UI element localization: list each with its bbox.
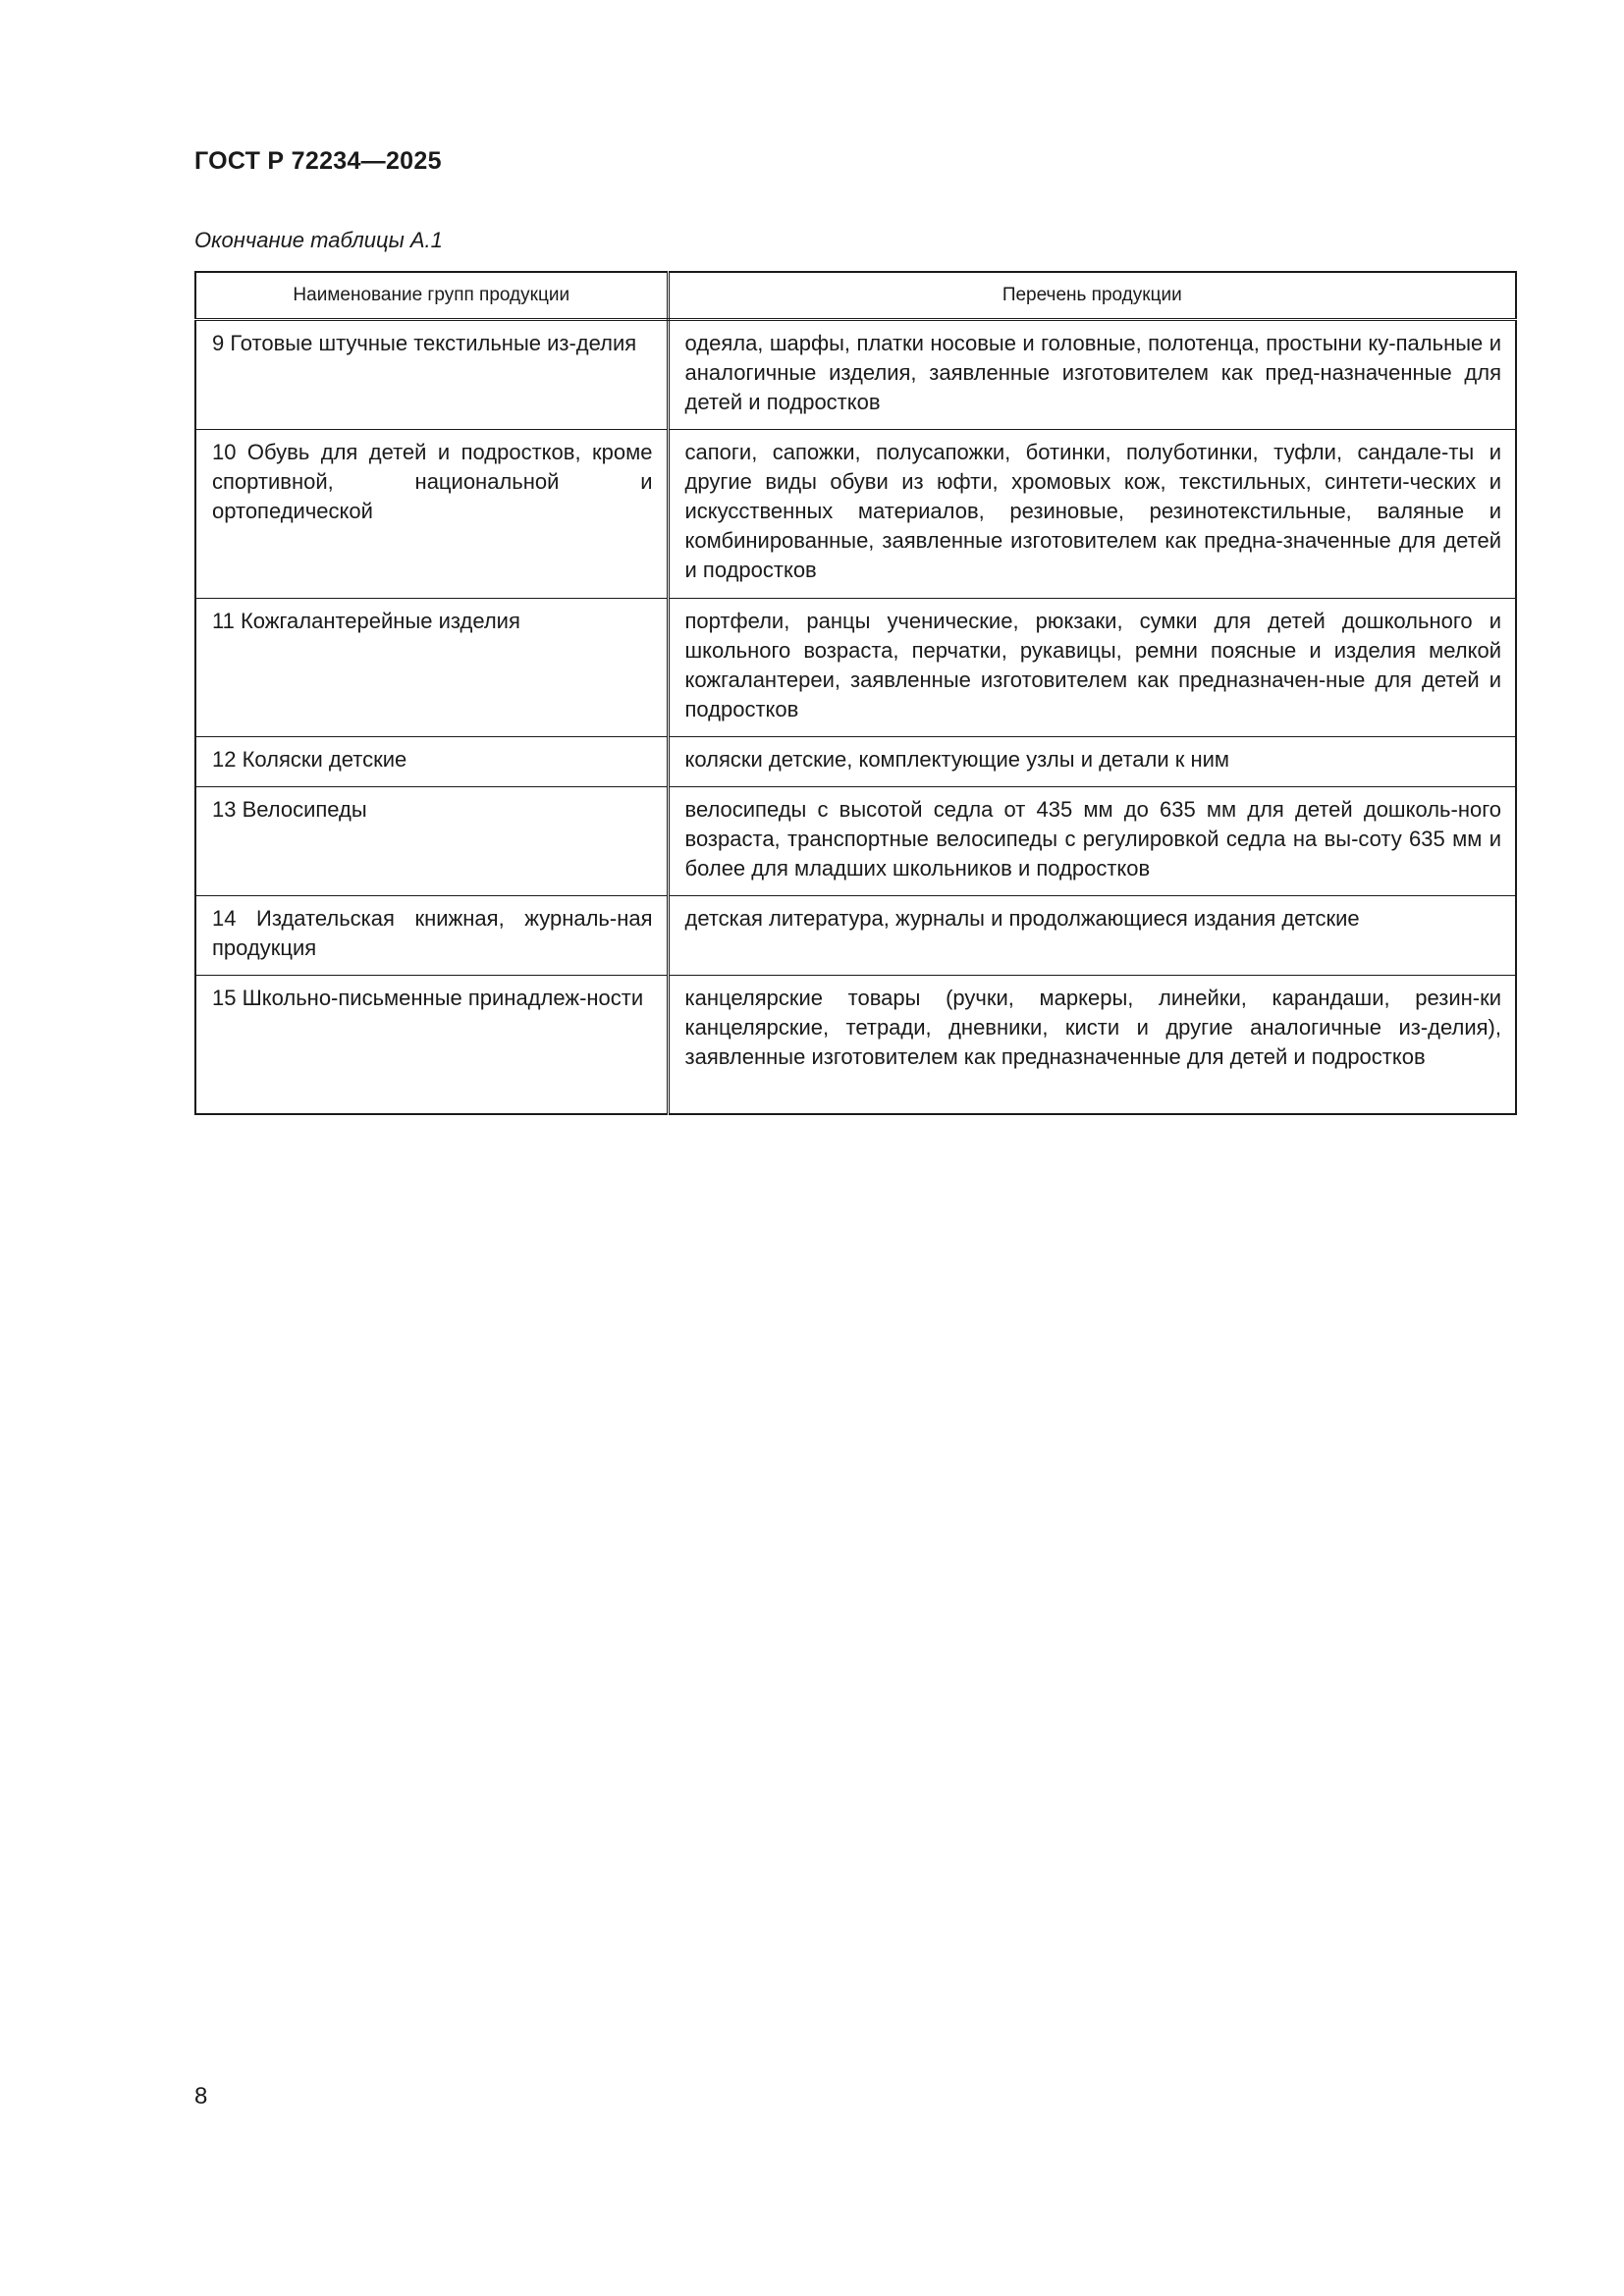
group-cell: 10 Обувь для детей и подростков, кроме спортивной, национальной и ортопедической [195,430,668,599]
group-cell: 11 Кожгалантерейные изделия [195,599,668,737]
table-row [195,976,1516,1114]
table-row [195,737,1516,787]
products-cell: одеяла, шарфы, платки носовые и головные, полотенца, простыни ку-пальные и аналогичные изделия, заявленные изготовителем как пред-назначенные для детей и подростков [668,320,1516,430]
group-cell: 14 Издательская книжная, журналь-ная продукция [195,896,668,976]
table-row [195,430,1516,599]
group-cell: 13 Велосипеды [195,787,668,896]
group-cell: 12 Коляски детские [195,737,668,787]
products-cell: велосипеды с высотой седла от 435 мм до 635 мм для детей дошколь-ного возраста, транспортные велосипеды с регулировкой седла на вы-соту 635 мм и более для младших школьников и подростков [668,787,1516,896]
document-header: ГОСТ Р 72234—2025 [194,147,442,175]
header-product-list: Перечень продукции [668,272,1516,320]
page-number: 8 [194,2083,208,2109]
products-cell: портфели, ранцы ученические, рюкзаки, сумки для детей дошкольного и школьного возраста, перчатки, рукавицы, ремни поясные и изделия мелкой кожгалантереи, заявленные изготовителем как предназначен-ные для детей и подростков [668,599,1516,737]
table-row [195,896,1516,976]
products-cell: канцелярские товары (ручки, маркеры, линейки, карандаши, резин-ки канцелярские, тетради, дневники, кисти и другие аналогичные из-делия), заявленные изготовителем как предназначенные для детей и подростков [668,976,1516,1114]
products-cell: коляски детские, комплектующие узлы и детали к ним [668,737,1516,787]
products-cell: детская литература, журналы и продолжающиеся издания детские [668,896,1516,976]
group-cell: 9 Готовые штучные текстильные из-делия [195,320,668,430]
product-table-container [194,271,1515,1115]
group-cell: 15 Школьно-письменные принадлеж-ности [195,976,668,1114]
table-header-row [195,272,1516,320]
table-caption: Окончание таблицы А.1 [194,228,443,252]
table-row [195,787,1516,896]
table-row [195,320,1516,430]
header-product-groups: Наименование групп продукции [195,272,668,320]
table-row [195,599,1516,737]
products-cell: сапоги, сапожки, полусапожки, ботинки, полуботинки, туфли, сандале-ты и другие виды обуви из юфти, хромовых кож, текстильных, синтети-ческих и искусственных материалов, резиновые, резинотекстильные, валяные и комбинированные, заявленные изготовителем как предна-значенные для детей и подростков [668,430,1516,599]
product-table [194,271,1517,1115]
